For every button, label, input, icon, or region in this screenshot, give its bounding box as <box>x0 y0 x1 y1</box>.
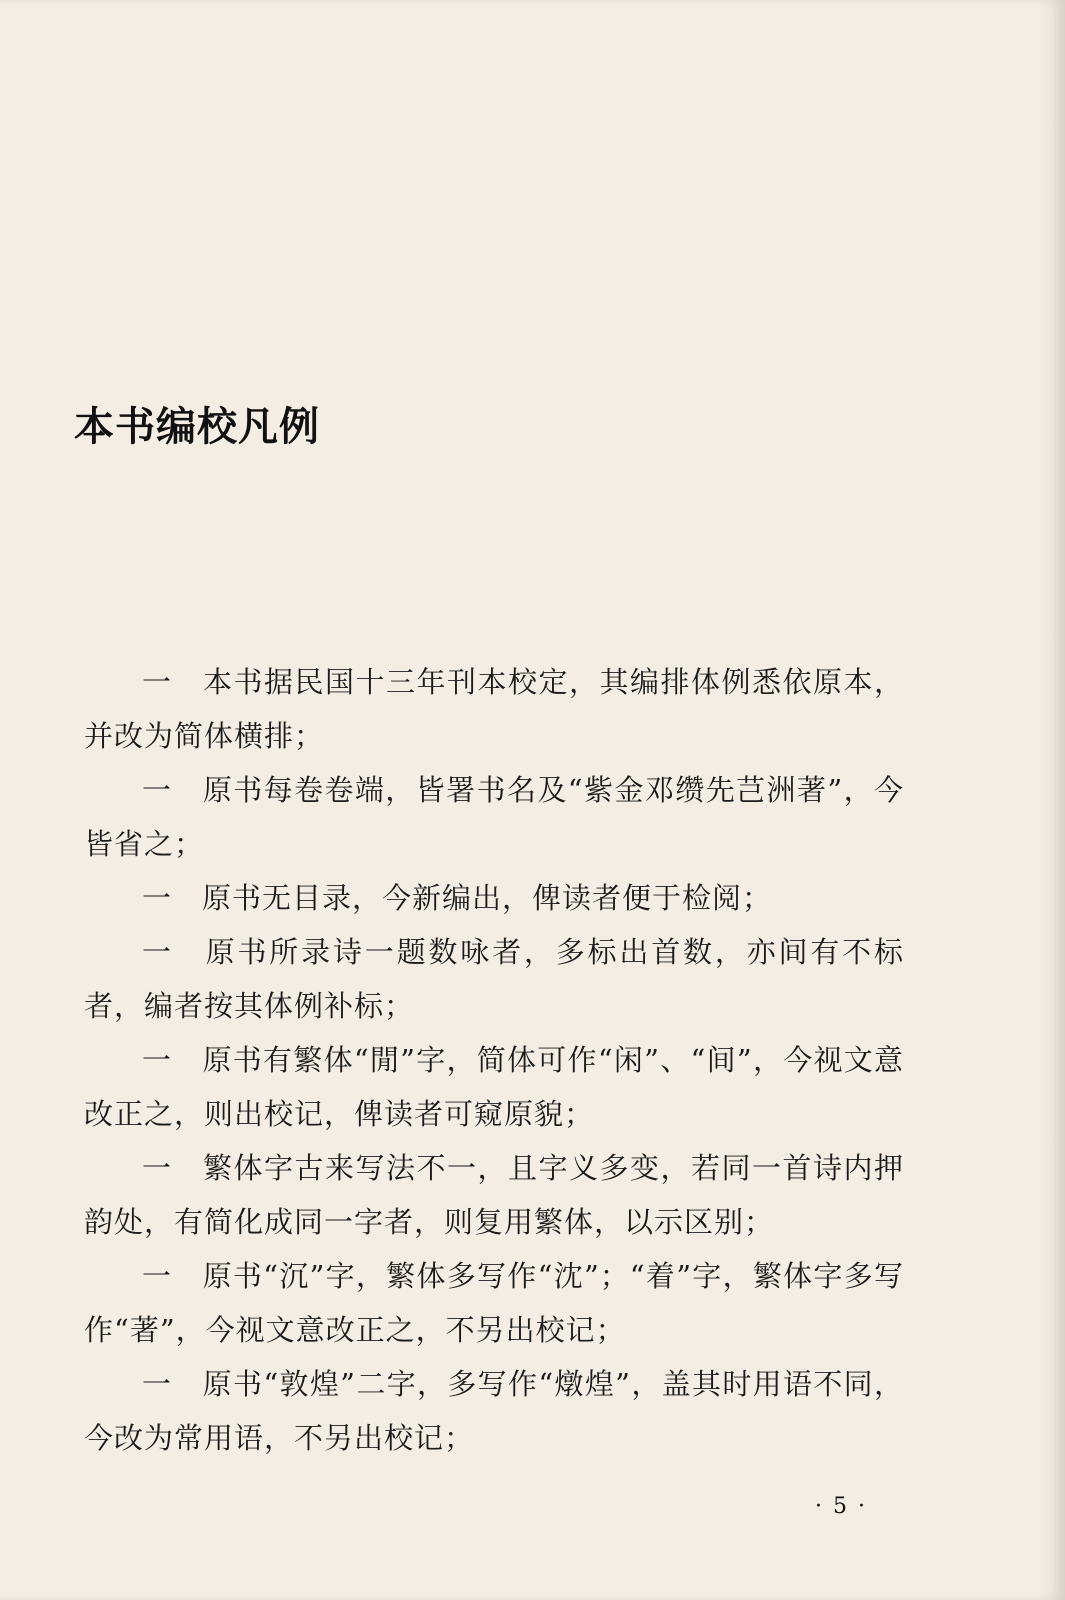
rule-paragraph-2: 一 原书每卷卷端，皆署书名及“紫金邓缵先芑洲著”，今皆省之； <box>84 773 904 861</box>
rule-paragraph-4: 一 原书所录诗一题数咏者，多标出首数，亦间有不标者，编者按其体例补标； <box>84 935 904 1023</box>
page-title: 本书编校凡例 <box>74 404 320 450</box>
rule-paragraph-8: 一 原书“敦煌”二字，多写作“燉煌”，盖其时用语不同，今改为常用语，不另出校记； <box>84 1367 904 1455</box>
editorial-rules <box>84 655 904 1465</box>
rule-paragraph-5: 一 原书有繁体“閒”字，简体可作“闲”、“间”，今视文意改正之，则出校记，俾读者可窥原貌； <box>84 1043 904 1131</box>
rule-paragraph-3: 一 原书无目录，今新编出，俾读者便于检阅； <box>142 881 773 915</box>
rule-paragraph-1: 一 本书据民国十三年刊本校定，其编排体例悉依原本，并改为简体横排； <box>84 665 904 753</box>
page-number: · 5 · <box>815 1494 867 1519</box>
rule-paragraph-6: 一 繁体字古来写法不一，且字义多变，若同一首诗内押韵处，有简化成同一字者，则复用繁体，以示区别； <box>84 1151 904 1239</box>
page-edge-shadow <box>1039 0 1065 1600</box>
rule-paragraph-7: 一 原书“沉”字，繁体多写作“沈”；“着”字，繁体字多写作“著”，今视文意改正之，不另出校记； <box>84 1259 904 1347</box>
